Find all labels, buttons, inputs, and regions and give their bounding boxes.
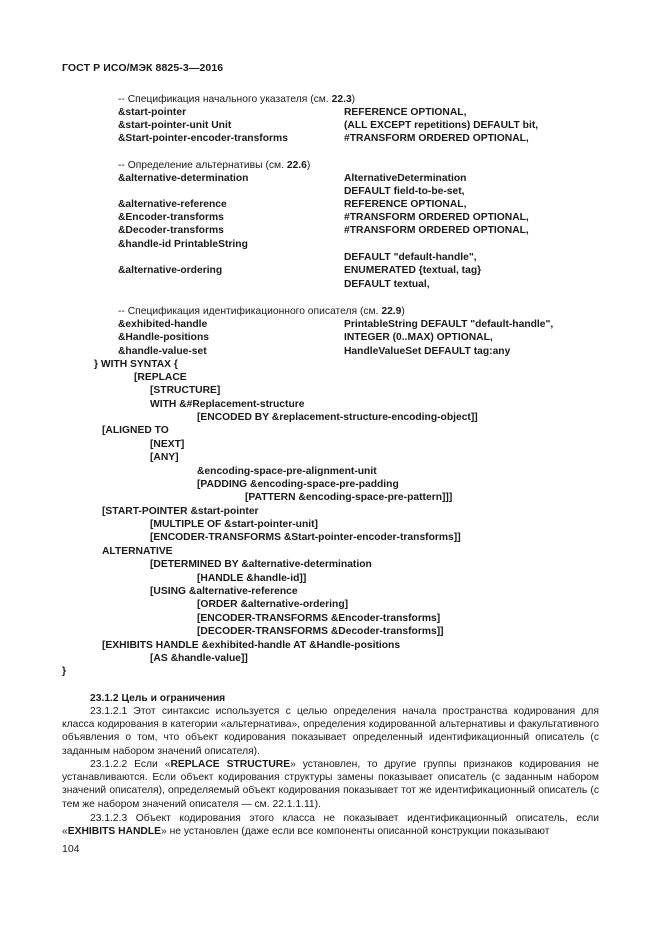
syntax-line: [ENCODED BY &replacement-structure-encoding-object]] xyxy=(197,412,478,423)
comment-text: -- Спецификация начального указателя xyxy=(118,94,308,105)
field-name: &Handle-positions xyxy=(118,332,209,343)
syntax-line: } xyxy=(62,666,67,677)
field-type: REFERENCE OPTIONAL, xyxy=(344,107,467,118)
comment-ref-prefix: (см. xyxy=(265,160,284,171)
paragraph-text: » не установлен (даже если все компоненты описанной конструкции показывают xyxy=(161,826,550,838)
section-heading: 23.1.2 Цель и ограничения xyxy=(90,693,226,704)
syntax-line: ALTERNATIVE xyxy=(102,546,173,557)
field-type: REFERENCE OPTIONAL, xyxy=(344,199,467,210)
syntax-line: [PATTERN &encoding-space-pre-pattern]]] xyxy=(245,492,453,503)
paragraph-23-1-2-1 xyxy=(62,705,599,758)
paragraph-text: » установлен, то другие группы признаков кодирования не устанавливаются. Если объект кодирования структуры замены показывает описатель (с заданным набором значений описателя), определяемый объект кодирования показывает тот же идентификационный описатель (с тем же набором значений описателя — см. 22.1.1.11). xyxy=(62,759,600,810)
field-type: DEFAULT "default-handle", xyxy=(344,252,477,263)
syntax-line: [ENCODER-TRANSFORMS &Encoder-transforms] xyxy=(197,613,441,624)
syntax-line: [PADDING &encoding-space-pre-padding xyxy=(197,479,399,490)
keyword: REPLACE STRUCTURE xyxy=(170,759,291,770)
comment-ref-suffix: ) xyxy=(306,160,311,171)
keyword: EXHIBITS HANDLE xyxy=(67,826,161,838)
comment-alternative xyxy=(118,159,310,172)
paragraph-23-1-2-3 xyxy=(62,812,599,838)
syntax-line: [AS &handle-value]] xyxy=(150,653,248,664)
field-name: &Start-pointer-encoder-transforms xyxy=(118,133,288,144)
syntax-line: [ALIGNED TO xyxy=(102,425,169,436)
field-name: &alternative-determination xyxy=(118,173,249,184)
field-type: (ALL EXCEPT repetitions) DEFAULT bit, xyxy=(344,120,539,131)
syntax-line: [ANY] xyxy=(150,452,179,463)
field-name: &start-pointer xyxy=(118,107,187,118)
comment-ref-number: 22.9 xyxy=(381,306,402,317)
field-type: DEFAULT textual, xyxy=(344,279,430,290)
syntax-line: [DETERMINED BY &alternative-determination xyxy=(150,559,372,570)
field-type: HandleValueSet DEFAULT tag:any xyxy=(344,346,511,357)
comment-handle xyxy=(118,305,405,318)
comment-text: -- Спецификация идентификационного описателя xyxy=(118,306,358,317)
syntax-line: [DECODER-TRANSFORMS &Decoder-transforms]] xyxy=(197,626,444,637)
page-number: 104 xyxy=(62,843,80,855)
syntax-line: WITH &#Replacement-structure xyxy=(150,399,305,410)
syntax-line: [REPLACE xyxy=(134,372,187,383)
field-name: &exhibited-handle xyxy=(118,319,208,330)
field-type: AlternativeDetermination xyxy=(344,173,467,184)
field-type: PrintableString DEFAULT "default-handle", xyxy=(344,319,554,330)
syntax-line: } WITH SYNTAX { xyxy=(94,359,178,370)
comment-ref-suffix: ) xyxy=(351,94,356,105)
field-name: &Encoder-transforms xyxy=(118,212,224,223)
comment-ref-prefix: (см. xyxy=(310,94,329,105)
comment-ref-suffix: ) xyxy=(401,306,405,317)
paragraph-text: 23.1.2.2 Если « xyxy=(90,759,171,770)
comment-text: -- Определение альтернативы xyxy=(118,160,263,171)
syntax-line: [NEXT] xyxy=(150,439,185,450)
syntax-line: [MULTIPLE OF &start-pointer-unit] xyxy=(150,519,318,530)
comment-start-pointer xyxy=(118,93,355,106)
syntax-line: [USING &alternative-reference xyxy=(150,586,298,597)
syntax-line: [HANDLE &handle-id]] xyxy=(197,573,307,584)
comment-ref-number: 22.3 xyxy=(331,94,352,105)
field-name: &alternative-reference xyxy=(118,199,227,210)
syntax-line: [EXHIBITS HANDLE &exhibited-handle AT &Handle-positions xyxy=(102,640,401,651)
field-type: DEFAULT field-to-be-set, xyxy=(344,186,465,197)
field-type: INTEGER (0..MAX) OPTIONAL, xyxy=(344,332,493,343)
comment-ref-prefix: (см. xyxy=(359,306,379,317)
field-name: &start-pointer-unit Unit xyxy=(118,120,232,131)
syntax-line: [START-POINTER &start-pointer xyxy=(102,506,259,517)
comment-ref-number: 22.6 xyxy=(286,160,307,171)
syntax-line: [ORDER &alternative-ordering] xyxy=(197,599,349,610)
field-name: &Decoder-transforms xyxy=(118,225,224,236)
paragraph-text: 23.1.2.1 Этот синтаксис используется с целью определения начала пространства кодирования для класса кодирования в категории «альтернатива», определения кодированной альтернативы и факультативного объявления о том, что объект кодирования показывает определенный идентификационный описатель (с заданным набором значений описателя). xyxy=(62,706,599,757)
paragraph-text: 23.1.2.3 Объект кодирования этого класса не показывает идентификационный описатель, если « xyxy=(62,813,599,838)
field-type: #TRANSFORM ORDERED OPTIONAL, xyxy=(344,225,529,236)
field-type: ENUMERATED {textual, tag} xyxy=(344,265,482,276)
syntax-line: [STRUCTURE] xyxy=(150,385,221,396)
syntax-line: [ENCODER-TRANSFORMS &Start-pointer-encoder-transforms]] xyxy=(150,532,461,543)
field-name: &handle-value-set xyxy=(118,346,207,357)
document-header: ГОСТ Р ИСО/МЭК 8825-3—2016 xyxy=(62,62,224,74)
field-name: &handle-id PrintableString xyxy=(118,239,248,250)
field-type: #TRANSFORM ORDERED OPTIONAL, xyxy=(344,133,529,144)
syntax-line: &encoding-space-pre-alignment-unit xyxy=(197,466,377,477)
field-name: &alternative-ordering xyxy=(118,265,223,276)
paragraph-23-1-2-2 xyxy=(62,758,599,811)
field-type: #TRANSFORM ORDERED OPTIONAL, xyxy=(344,212,529,223)
